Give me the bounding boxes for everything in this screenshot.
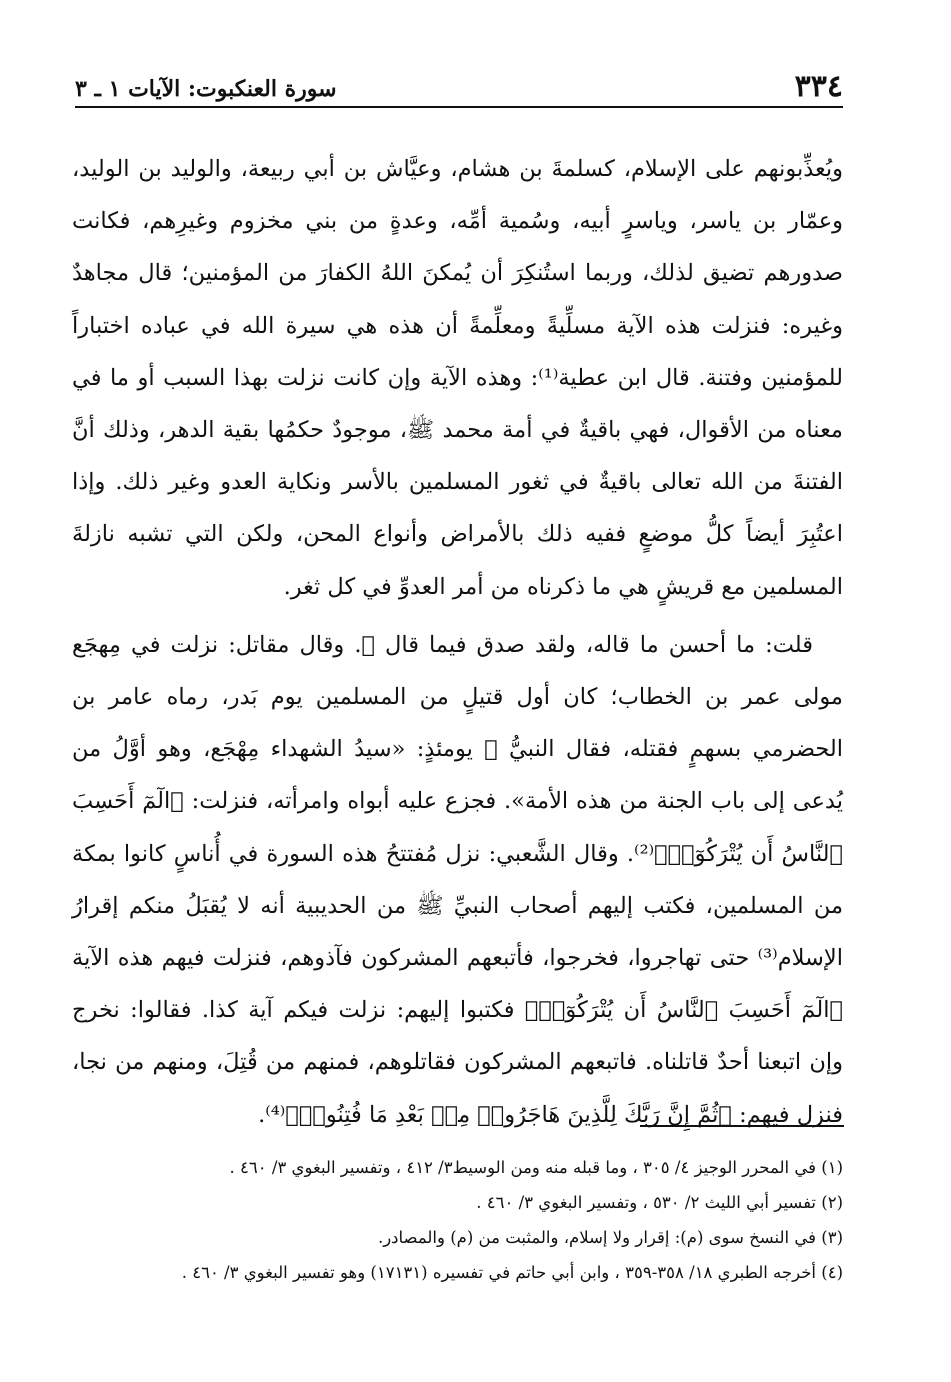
page-header (75, 70, 843, 108)
running-title: سورة العنكبوت: الآيات ١ ـ ٣ (75, 76, 337, 102)
paragraph-1: ويُعذِّبونهم على الإسلام، كسلمةَ بن هشام، وعيَّاش بن أبي ربيعة، والوليد بن الوليد، وعمّار بن ياسر، وياسرٍ أبيه، وسُمية أمِّه، وعدةٍ من بني مخزوم وغيرِهم، فكانت صدورهم تضيق لذلك، وربما استُنكِرَ أن يُمكنَ اللهُ الكفارَ من المؤمنين؛ قال مجاهدٌ وغيره: فنزلت هذه الآية مسلِّيةً ومعلِّمةً أن هذه هي سيرة الله في عباده اختباراً للمؤمنين وفتنة. قال ابن عطية⁽¹⁾: وهذه الآية وإن كانت نزلت بهذا السبب أو ما في معناه من الأقوال، فهي باقيةٌ في أمة محمد ﷺ، موجودٌ حكمُها بقية الدهر، وذلك أنَّ الفتنةَ من الله تعالى باقيةٌ في ثغور المسلمين بالأسر ونكاية العدو وغير ذلك. وإذا اعتُبِرَ أيضاً كلُّ موضعٍ ففيه ذلك بالأمراض وأنواع المحن، ولكن التي تشبه نازلةَ المسلمين مع قريشٍ هي ما ذكرناه من أمر العدوِّ في كل ثغر. (72, 156, 843, 600)
paragraph-2: قلت: ما أحسن ما قاله، ولقد صدق فيما قال ﷺ. وقال مقاتل: نزلت في مِهجَع مولى عمر بن الخطاب؛ كان أول قتيلٍ من المسلمين يوم بَدر، رماه عامر بن الحضرمي بسهمٍ فقتله، فقال النبيُّ ﷺ يومئذٍ: «سيدُ الشهداء مِهْجَع، وهو أوَّلُ من يُدعى إلى باب الجنة من هذه الأمة». فجزع عليه أبواه وامرأته، فنزلت: ﴿الٓمٓ أَحَسِبَ ٱلنَّاسُ أَن يُتْرَكُوٓا۟﴾⁽²⁾. وقال الشَّعبي: نزل مُفتتحُ هذه السورة في أُناسٍ كانوا بمكة من المسلمين، فكتب إليهم أصحاب النبيِّ ﷺ من الحديبية أنه لا يُقبَلُ منكم إقرارُ الإسلام⁽³⁾ حتى تهاجروا، فخرجوا، فأتبعهم المشركون فآذوهم، فنزلت فيهم هذه الآية ﴿الٓمٓ أَحَسِبَ ٱلنَّاسُ أَن يُتْرَكُوٓا۟﴾ فكتبوا إليهم: نزلت فيكم آية كذا. فقالوا: نخرج وإن اتبعنا أحدٌ قاتلناه. فاتبعهم المشركون فقاتلوهم، فمنهم من قُتِلَ، ومنهم من نجا، فنزل فيهم: ﴿ثُمَّ إِنَّ رَبَّكَ لِلَّذِينَ هَاجَرُوا۟ مِنۢ بَعْدِ مَا فُتِنُوا۟﴾⁽⁴⁾. (72, 631, 843, 1128)
footnotes (70, 1150, 843, 1290)
footnote-divider (640, 1125, 844, 1127)
footnote-3: (٣) في النسخ سوى (م): إقرار ولا إسلام، والمثبت من (م) والمصادر. (377, 1228, 843, 1247)
page-number: ٣٣٤ (794, 69, 843, 104)
footnote-1: (١) في المحرر الوجيز ٤/ ٣٠٥ ، وما قبله منه ومن الوسيط٣/ ٤١٢ ، وتفسير البغوي ٣/ ٤٦٠ . (229, 1158, 843, 1177)
footnote-4: (٤) أخرجه الطبري ١٨/ ٣٥٨-٣٥٩ ، وابن أبي حاتم في تفسيره (١٧١٣١) وهو تفسير البغوي ٣/ ٤٦٠ . (181, 1263, 843, 1282)
main-text (72, 143, 843, 1141)
footnote-2: (٢) تفسير أبي الليث ٢/ ٥٣٠ ، وتفسير البغوي ٣/ ٤٦٠ . (476, 1193, 843, 1212)
